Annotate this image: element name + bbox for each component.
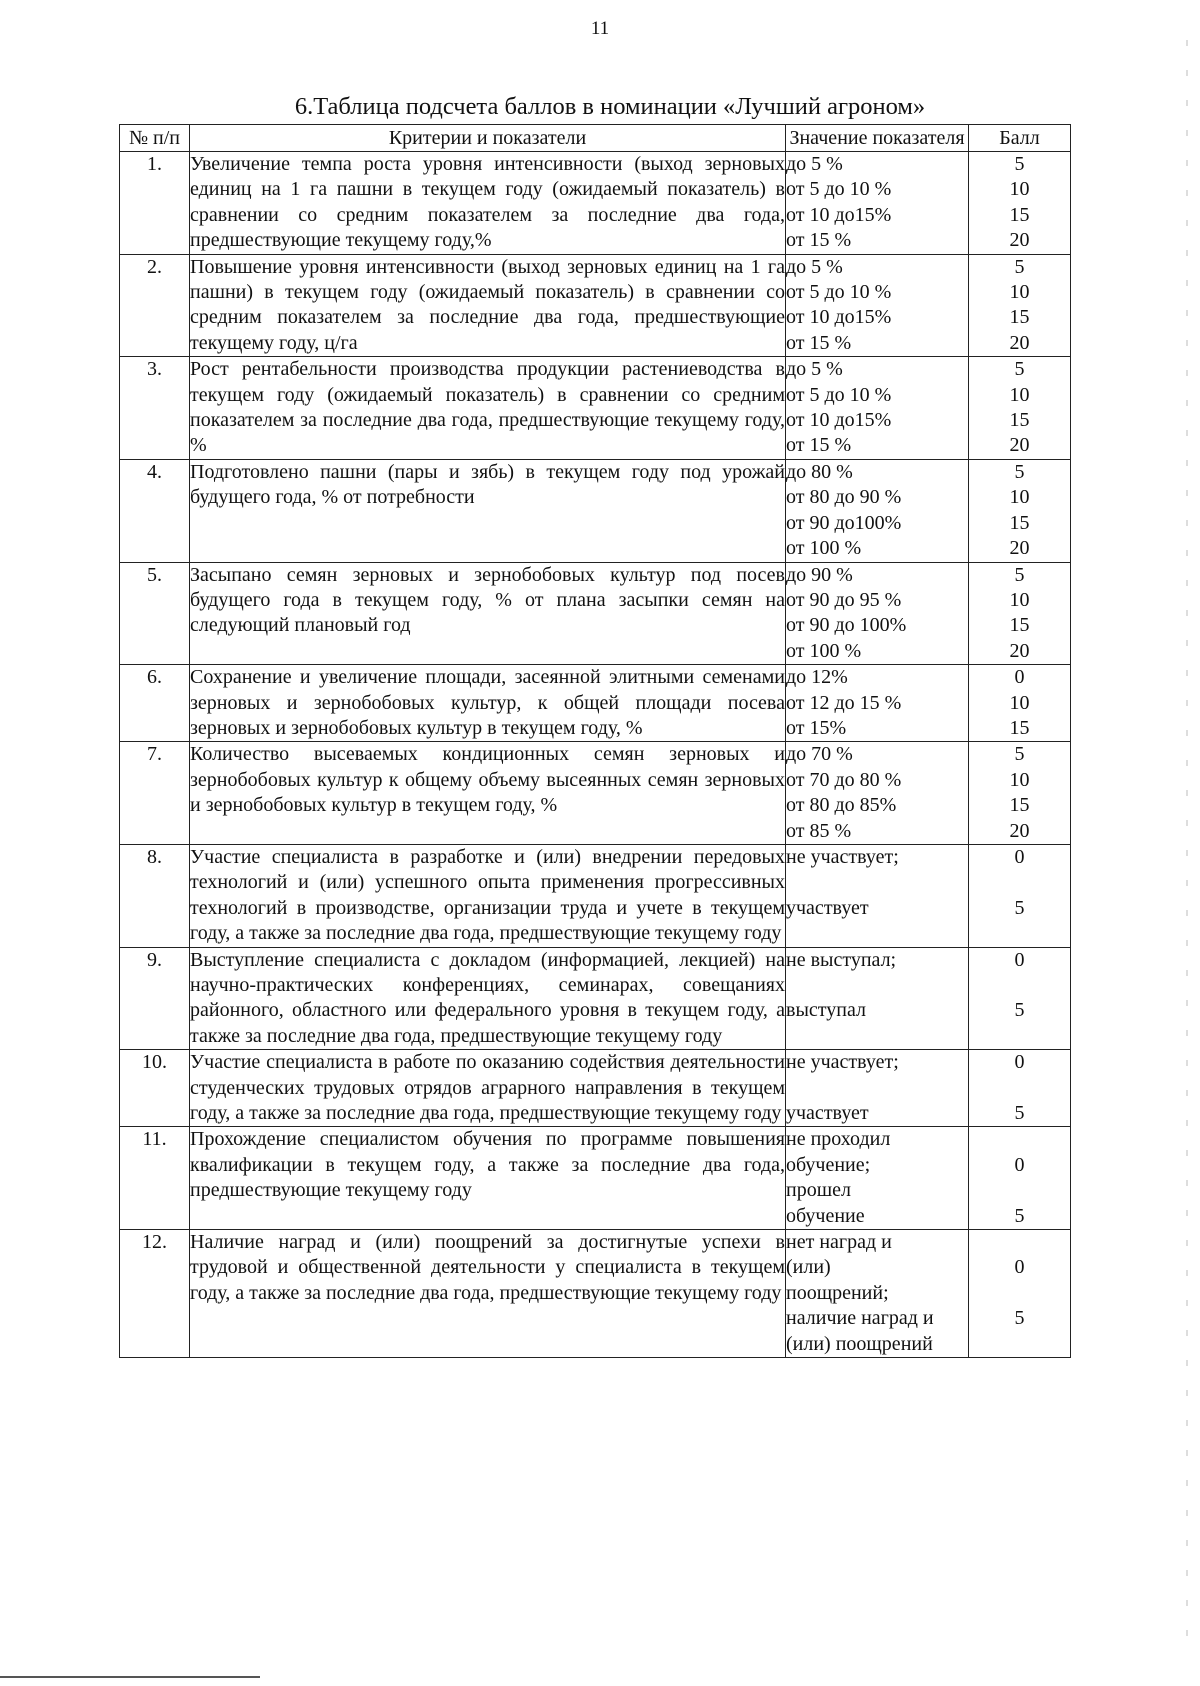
row-number: 9. bbox=[120, 947, 190, 1050]
value-line: до 5 % bbox=[786, 153, 843, 175]
value-cell bbox=[786, 742, 969, 845]
score-line: 10 bbox=[1009, 588, 1030, 611]
score-cell bbox=[969, 1127, 1071, 1230]
value-line: до 80 % bbox=[786, 460, 853, 483]
criteria-cell: Засыпано семян зерновых и зернобобовых культур под посев будущего года в текущем году, % от плана засыпки семян на следующий плановый год bbox=[190, 562, 786, 665]
score-line: 20 bbox=[1009, 819, 1030, 842]
score-line: 0 bbox=[1014, 1153, 1025, 1176]
value-line: до 70 % bbox=[786, 743, 853, 766]
value-cell bbox=[786, 1050, 969, 1127]
value-line: обучение bbox=[786, 1204, 865, 1227]
score-line bbox=[969, 973, 1070, 998]
score-line: 5 bbox=[1014, 563, 1025, 586]
header-criteria: Критерии и показатели bbox=[190, 125, 786, 152]
row-number: 10. bbox=[120, 1050, 190, 1127]
value-line: от 10 до15% bbox=[786, 409, 892, 432]
score-cell bbox=[969, 844, 1071, 947]
value-cell bbox=[786, 947, 969, 1050]
score-line bbox=[969, 1076, 1070, 1101]
score-line: 15 bbox=[1009, 716, 1030, 739]
value-line: (или) bbox=[786, 1256, 831, 1279]
score-cell bbox=[969, 1230, 1071, 1358]
score-cell bbox=[969, 947, 1071, 1050]
score-line bbox=[969, 1127, 1070, 1152]
value-line: (или) поощрений bbox=[786, 1332, 933, 1355]
score-line: 10 bbox=[1009, 383, 1030, 406]
score-line: 15 bbox=[1009, 306, 1030, 329]
header-value: Значение показателя bbox=[786, 125, 969, 152]
table-row bbox=[120, 152, 1071, 255]
score-line: 10 bbox=[1009, 691, 1030, 714]
header-num: № п/п bbox=[120, 125, 190, 152]
table-row bbox=[120, 1230, 1071, 1358]
criteria-cell: Прохождение специалистом обучения по программе повышения квалификации в текущем году, а также за последние два года, предшествующие текущему году bbox=[190, 1127, 786, 1230]
table-row bbox=[120, 357, 1071, 460]
value-line: от 80 до 90 % bbox=[786, 486, 902, 509]
score-line: 0 bbox=[1014, 666, 1025, 689]
page-number: 11 bbox=[590, 18, 610, 39]
score-line bbox=[969, 1178, 1070, 1203]
table-row bbox=[120, 742, 1071, 845]
value-line: от 5 до 10 % bbox=[786, 178, 892, 201]
value-line: от 15% bbox=[786, 716, 847, 739]
score-line: 5 bbox=[1014, 1307, 1025, 1330]
value-line: от 90 до100% bbox=[786, 511, 902, 534]
value-line: от 85 % bbox=[786, 819, 852, 842]
score-cell bbox=[969, 254, 1071, 357]
row-number: 5. bbox=[120, 562, 190, 665]
score-cell bbox=[969, 459, 1071, 562]
value-line: от 70 до 80 % bbox=[786, 768, 902, 791]
score-line: 15 bbox=[1009, 794, 1030, 817]
value-line: от 5 до 10 % bbox=[786, 281, 892, 304]
table-title: 6.Таблица подсчета баллов в номинации «Лучший агроном» bbox=[294, 93, 926, 120]
value-cell bbox=[786, 562, 969, 665]
score-line: 5 bbox=[1014, 999, 1025, 1022]
value-line: участвует bbox=[786, 1102, 869, 1125]
criteria-cell: Сохранение и увеличение площади, засеянной элитными семенами зерновых и зернобобовых культур, к общей площади посева зерновых и зернобобовых культур в текущем году, % bbox=[190, 665, 786, 742]
score-line: 5 bbox=[1014, 153, 1025, 175]
criteria-cell: Подготовлено пашни (пары и зябь) в текущем году под урожай будущего года, % от потребности bbox=[190, 459, 786, 562]
score-cell bbox=[969, 742, 1071, 845]
score-line: 5 bbox=[1014, 1102, 1025, 1125]
row-number: 1. bbox=[120, 152, 190, 255]
value-line: от 80 до 85% bbox=[786, 794, 897, 817]
value-line: до 5 % bbox=[786, 358, 843, 381]
table-row bbox=[120, 947, 1071, 1050]
score-line: 10 bbox=[1009, 768, 1030, 791]
score-cell bbox=[969, 562, 1071, 665]
score-line bbox=[969, 1230, 1070, 1255]
value-line: от 15 % bbox=[786, 229, 852, 252]
score-line: 5 bbox=[1014, 1204, 1025, 1227]
row-number: 8. bbox=[120, 844, 190, 947]
criteria-cell: Увеличение темпа роста уровня интенсивности (выход зерновых единиц на 1 га пашни в текущем году (ожидаемый показатель) в сравнении со средним показателем за последние два года, предшествующие текущему году,% bbox=[190, 152, 786, 255]
score-line bbox=[969, 1281, 1070, 1306]
score-line: 20 bbox=[1009, 434, 1030, 457]
value-line: не участвует; bbox=[786, 845, 899, 868]
value-line bbox=[786, 870, 968, 895]
row-number: 7. bbox=[120, 742, 190, 845]
value-line: не участвует; bbox=[786, 1051, 899, 1074]
table-row bbox=[120, 1050, 1071, 1127]
score-line: 15 bbox=[1009, 511, 1030, 534]
value-line: от 100 % bbox=[786, 639, 862, 662]
score-line: 0 bbox=[1014, 1051, 1025, 1074]
value-line: нет наград и bbox=[786, 1231, 892, 1254]
table-row bbox=[120, 254, 1071, 357]
score-line: 5 bbox=[1014, 896, 1025, 919]
value-line: от 90 до 95 % bbox=[786, 588, 902, 611]
value-cell bbox=[786, 357, 969, 460]
value-cell bbox=[786, 844, 969, 947]
score-table bbox=[119, 124, 1071, 1358]
score-line: 10 bbox=[1009, 486, 1030, 509]
table-row bbox=[120, 844, 1071, 947]
row-number: 2. bbox=[120, 254, 190, 357]
score-line bbox=[969, 870, 1070, 895]
value-line: наличие наград и bbox=[786, 1307, 934, 1330]
value-line bbox=[786, 973, 968, 998]
value-line: поощрений; bbox=[786, 1281, 889, 1304]
value-line: до 90 % bbox=[786, 563, 853, 586]
score-line: 5 bbox=[1014, 255, 1025, 278]
value-cell bbox=[786, 665, 969, 742]
criteria-cell: Участие специалиста в работе по оказанию содействия деятельности студенческих трудовых отрядов аграрного направления в текущем году, а также за последние два года, предшествующие текущему году bbox=[190, 1050, 786, 1127]
score-cell bbox=[969, 152, 1071, 255]
value-line: участвует bbox=[786, 896, 869, 919]
value-line bbox=[786, 1076, 968, 1101]
value-line: от 15 % bbox=[786, 331, 852, 354]
score-line bbox=[969, 1332, 1070, 1357]
score-line: 5 bbox=[1014, 460, 1025, 483]
score-line: 10 bbox=[1009, 281, 1030, 304]
table-header-row bbox=[120, 125, 1071, 152]
value-cell bbox=[786, 254, 969, 357]
value-line: до 5 % bbox=[786, 255, 843, 278]
score-cell bbox=[969, 1050, 1071, 1127]
criteria-cell: Рост рентабельности производства продукции растениеводства в текущем году (ожидаемый показатель) в сравнении со средним показателем за последние два года, предшествующие текущему году, % bbox=[190, 357, 786, 460]
value-line: от 10 до15% bbox=[786, 306, 892, 329]
criteria-cell: Участие специалиста в разработке и (или) внедрении передовых технологий и (или) успешного опыта применения прогрессивных технологий в производстве, организации труда и учете в текущем году, а также за последние два года, предшествующие текущему году bbox=[190, 844, 786, 947]
score-line: 20 bbox=[1009, 639, 1030, 662]
score-line: 20 bbox=[1009, 537, 1030, 560]
value-line: обучение; bbox=[786, 1153, 871, 1176]
criteria-cell: Повышение уровня интенсивности (выход зерновых единиц на 1 га пашни) в текущем году (ожидаемый показатель) в сравнении со средним показателем за последние два года, предшествующие текущему году, ц/га bbox=[190, 254, 786, 357]
value-cell bbox=[786, 152, 969, 255]
row-number: 12. bbox=[120, 1230, 190, 1358]
value-line: прошел bbox=[786, 1179, 851, 1202]
value-line: от 5 до 10 % bbox=[786, 383, 892, 406]
table-row bbox=[120, 562, 1071, 665]
value-line: от 15 % bbox=[786, 434, 852, 457]
value-line: не проходил bbox=[786, 1128, 891, 1151]
score-cell bbox=[969, 665, 1071, 742]
row-number: 3. bbox=[120, 357, 190, 460]
score-line: 5 bbox=[1014, 358, 1025, 381]
value-line: не выступал; bbox=[786, 948, 897, 971]
criteria-cell: Количество высеваемых кондиционных семян зерновых и зернобобовых культур к общему объему высеянных семян зерновых и зернобобовых культур в текущем году, % bbox=[190, 742, 786, 845]
row-number: 11. bbox=[120, 1127, 190, 1230]
scan-margin-marks bbox=[1186, 40, 1188, 1640]
row-number: 6. bbox=[120, 665, 190, 742]
criteria-cell: Наличие наград и (или) поощрений за достигнутые успехи в трудовой и общественной деятельности у специалиста в текущем году, а также за последние два года, предшествующие текущему году bbox=[190, 1230, 786, 1358]
bottom-scan-edge bbox=[0, 1676, 260, 1678]
score-line: 0 bbox=[1014, 845, 1025, 868]
criteria-cell: Выступление специалиста с докладом (информацией, лекцией) на научно-практических конференциях, семинарах, совещаниях районного, областного или федерального уровня в текущем году, а также за последние два года, предшествующие текущему году bbox=[190, 947, 786, 1050]
table-row bbox=[120, 459, 1071, 562]
value-cell bbox=[786, 1230, 969, 1358]
score-line: 20 bbox=[1009, 229, 1030, 252]
score-line: 15 bbox=[1009, 409, 1030, 432]
score-line: 0 bbox=[1014, 1256, 1025, 1279]
table-row bbox=[120, 665, 1071, 742]
value-cell bbox=[786, 459, 969, 562]
value-line: выступал bbox=[786, 999, 866, 1022]
value-line: от 100 % bbox=[786, 537, 862, 560]
value-line: до 12% bbox=[786, 666, 848, 689]
header-score: Балл bbox=[969, 125, 1071, 152]
score-line: 15 bbox=[1009, 614, 1030, 637]
value-line: от 90 до 100% bbox=[786, 614, 907, 637]
table-row bbox=[120, 1127, 1071, 1230]
score-line: 15 bbox=[1009, 203, 1030, 226]
score-line: 10 bbox=[1009, 178, 1030, 201]
value-line: от 10 до15% bbox=[786, 203, 892, 226]
value-cell bbox=[786, 1127, 969, 1230]
score-line: 20 bbox=[1009, 331, 1030, 354]
score-line: 0 bbox=[1014, 948, 1025, 971]
value-line: от 12 до 15 % bbox=[786, 691, 902, 714]
score-line: 5 bbox=[1014, 743, 1025, 766]
row-number: 4. bbox=[120, 459, 190, 562]
score-cell bbox=[969, 357, 1071, 460]
